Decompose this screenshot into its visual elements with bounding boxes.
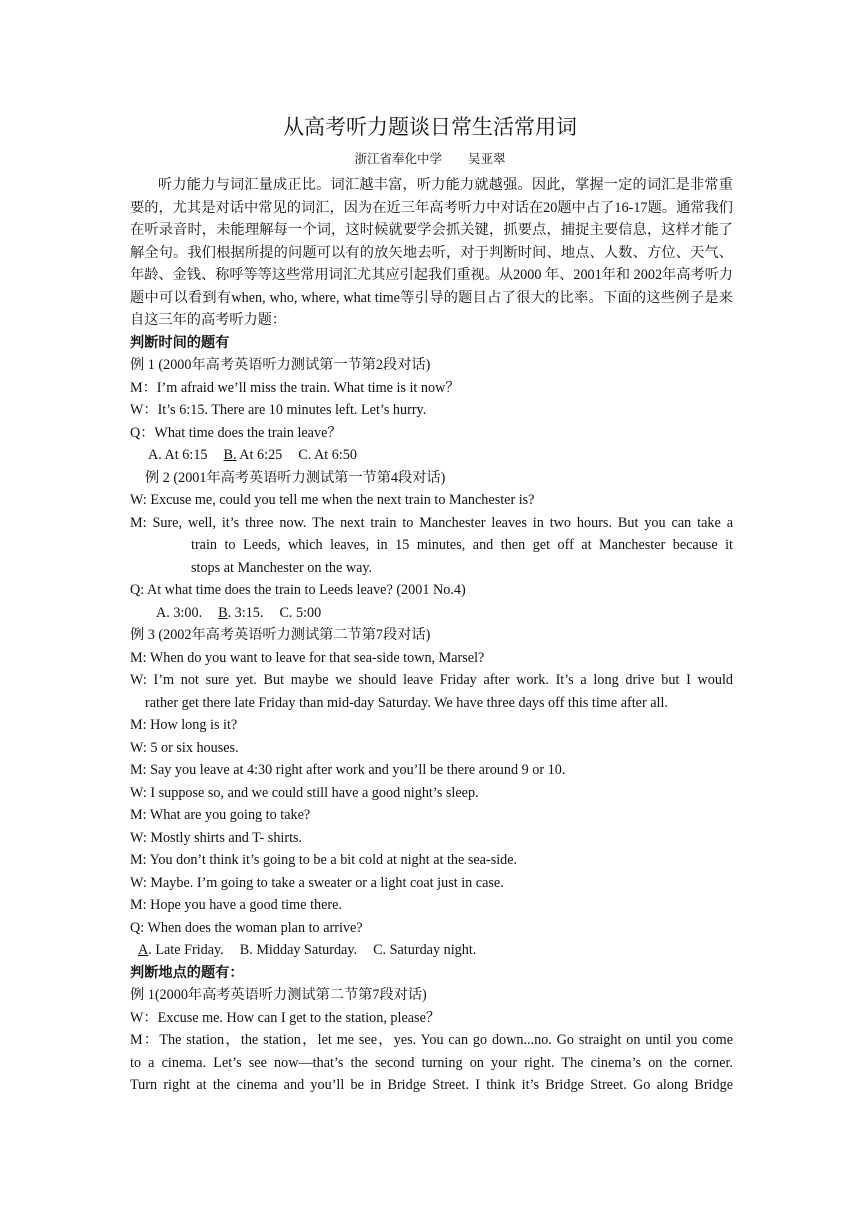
dialogue-line-continued: rather get there late Friday than mid-day Saturday. We have three days off this time after all. [145, 694, 668, 711]
option-c: C. 5:00 [279, 604, 322, 621]
document-title: 从高考听力题谈日常生活常用词 [283, 115, 577, 139]
option-a-letter-underlined: A [138, 942, 149, 958]
dialogue-line: M: Say you leave at 4:30 right after work and you’ll be there around 9 or 10. [130, 762, 566, 778]
example-1-heading: 例 1 (2000年高考英语听力测试第一节第2段对话) [130, 357, 431, 373]
section-heading-place: 判断地点的题有： [130, 964, 244, 981]
section-heading-time: 判断时间的题有 [130, 334, 230, 351]
dialogue-line: M: When do you want to leave for that sea-side town, Marsel? [130, 649, 485, 666]
question-line: Q: When does the woman plan to arrive? [130, 919, 363, 936]
option-a-text: . Late Friday. [148, 942, 224, 958]
example-3-heading: 例 3 (2002年高考英语听力测试第二节第7段对话) [130, 627, 431, 643]
dialogue-line: M: You don’t think it’s going to be a bit cold at night at the sea-side. [130, 852, 518, 868]
intro-paragraph: 听力能力与词汇量成正比。词汇越丰富，听力能力就越强。因此，掌握一定的词汇是非常重要的，尤其是对话中常见的词汇，因为在近三年高考听力中对话在20题中占了16-17题。通常我们在听录音时，未能理解每一个词，这时候就要学会抓关键，抓要点，捕捉主要信息，这样才能了解全句。我们根据所提的问题可以有的放矢地去听，对于判断时间、地点、人数、方位、天气、年龄、金钱、称呼等等这些常用词汇尤其应引起我们重视。从2000 年、2001年和 2002年高考听力题中可以看到有when, who, where, what time等引导的题目占了很大的比率。下面的这些例子是来自这三年的高考听力题： [130, 177, 733, 328]
dialogue-line: W: I suppose so, and we could still have a good night’s sleep. [130, 784, 479, 801]
option-b [218, 605, 263, 621]
dialogue-line: M: Sure, well, it’s three now. The next train to Manchester leaves in two hours. But you can take a [130, 514, 733, 531]
option-a: A. At 6:15 [148, 447, 208, 463]
dialogue-line: M: How long is it? [130, 717, 238, 733]
option-c: C. Saturday night. [373, 942, 477, 958]
answer-options [130, 939, 733, 962]
dialogue-line: W: 5 or six houses. [130, 739, 239, 756]
dialogue-line: W: Maybe. I’m going to take a sweater or a light coat just in case. [130, 874, 504, 891]
dialogue-line: W: Mostly shirts and T- shirts. [130, 829, 303, 846]
dialogue-line: M: Hope you have a good time there. [130, 897, 342, 913]
dialogue-line: Turn right at the cinema and you’ll be in Bridge Street. I think it’s Bridge Street. Go along Bridge [130, 1077, 733, 1093]
dialogue-line: M: What are you going to take? [130, 807, 311, 823]
dialogue-line: W: Excuse me, could you tell me when the next train to Manchester is? [130, 492, 535, 508]
option-b-text: At 6:25 [236, 447, 283, 463]
dialogue-line: M：I’m afraid we’ll miss the train. What time is it now？ [130, 379, 460, 396]
question-line: Q: At what time does the train to Leeds leave? (2001 No.4) [130, 582, 466, 598]
example-4-heading: 例 1(2000年高考英语听力测试第二节第7段对话) [130, 987, 427, 1003]
dialogue-line: W：Excuse me. How can I get to the station, please？ [130, 1009, 441, 1026]
example-2-heading: 例 2 (2001年高考英语听力测试第一节第4段对话) [145, 469, 446, 486]
option-a: A. 3:00. [156, 604, 203, 621]
option-c: C. At 6:50 [298, 447, 357, 463]
dialogue-line: M：The station，the station，let me see，yes. You can go down...no. Go straight on until you come [130, 1032, 733, 1048]
option-b-letter-underlined: B. [223, 447, 237, 463]
answer-options [130, 602, 733, 625]
dialogue-line-continued: train to Leeds, which leaves, in 15 minutes, and then get off at Manchester because it [191, 537, 733, 553]
dialogue-line: W: I’m not sure yet. But maybe we should leave Friday after work. It’s a long drive but I would [130, 672, 733, 688]
author-name: 吴亚翠 [468, 152, 506, 166]
dialogue-line-continued: stops at Manchester on the way. [191, 559, 373, 576]
author-school: 浙江省奉化中学 [354, 152, 442, 166]
document-body [130, 174, 733, 1097]
dialogue-line: W：It’s 6:15. There are 10 minutes left. Let’s hurry. [130, 402, 427, 418]
answer-options [130, 444, 733, 467]
author-line [0, 150, 860, 168]
option-b [224, 447, 283, 463]
dialogue-line: to a cinema. Let’s see now—that’s the second turning on your right. The cinema’s on the corner. [130, 1054, 733, 1071]
option-b: B. Midday Saturday. [239, 942, 358, 958]
question-line: Q：What time does the train leave？ [130, 424, 342, 441]
option-a [138, 942, 224, 958]
option-b-text: . 3:15. [227, 604, 264, 621]
option-b-letter-underlined: B [218, 604, 228, 621]
